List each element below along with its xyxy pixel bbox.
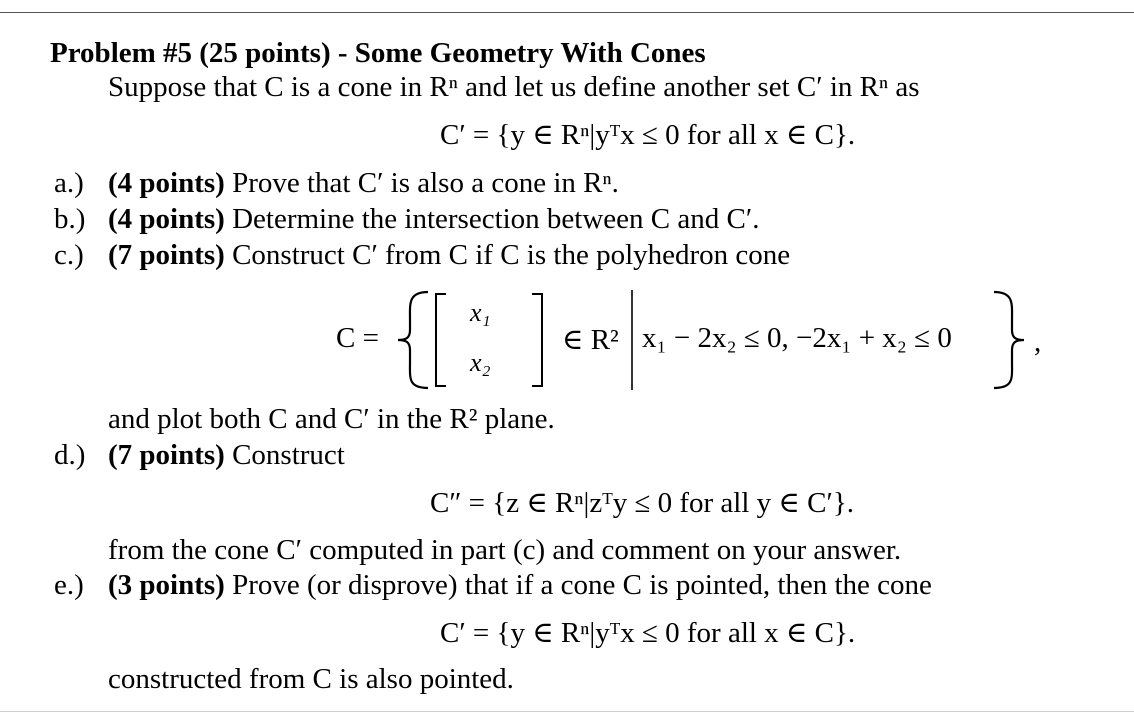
part-d-points: (7 points) [108, 439, 225, 471]
part-b-text: Determine the intersection between C and C′. [232, 203, 760, 235]
polyhedron-cone-equation [336, 284, 1056, 396]
part-e-text: Prove (or disprove) that if a cone C is pointed, then the cone [232, 569, 932, 601]
part-e-body [108, 568, 932, 602]
problem-title: Problem #5 (25 points) - Some Geometry With Cones [50, 37, 706, 69]
cone-lhs: C = [336, 322, 379, 354]
left-brace-icon [398, 292, 428, 388]
part-a-points: (4 points) [108, 167, 225, 199]
part-d-text: Construct [232, 439, 345, 471]
part-a-body [108, 166, 619, 200]
bottom-rule [0, 711, 1134, 712]
part-d-followup: from the cone C′ computed in part (c) and comment on your answer. [108, 534, 902, 566]
def-c-prime-equation: C′ = {y ∈ Rⁿ|yᵀx ≤ 0 for all x ∈ C}. [440, 119, 856, 151]
part-c-followup: and plot both C and C′ in the R² plane. [108, 403, 555, 435]
right-bracket-icon [532, 294, 542, 386]
vector-x2: x₂ [470, 348, 491, 377]
part-d-body [108, 438, 345, 472]
membership-r2: ∈ R² [562, 324, 619, 356]
part-a-label: a.) [54, 167, 84, 199]
part-c-text: Construct C′ from C if C is the polyhedron cone [232, 239, 791, 271]
right-brace-icon [994, 292, 1024, 388]
part-c-points: (7 points) [108, 239, 225, 271]
part-a-text: Prove that C′ is also a cone in Rⁿ. [232, 167, 619, 199]
left-bracket-icon [436, 294, 446, 386]
part-c-label: c.) [54, 239, 84, 271]
part-e-label: e.) [54, 569, 84, 601]
intro-line: Suppose that C is a cone in Rⁿ and let us define another set C′ in Rⁿ as [108, 71, 920, 103]
cone-constraints: x₁ − 2x₂ ≤ 0, −2x₁ + x₂ ≤ 0 [642, 322, 952, 354]
part-e-followup: constructed from C is also pointed. [108, 663, 514, 695]
part-e-points: (3 points) [108, 569, 225, 601]
part-e-equation: C′ = {y ∈ Rⁿ|yᵀx ≤ 0 for all x ∈ C}. [440, 617, 856, 649]
vector-x1: x₁ [470, 298, 491, 327]
part-b-points: (4 points) [108, 203, 225, 235]
part-d-label: d.) [54, 439, 86, 471]
equation-comma: , [1034, 326, 1042, 358]
def-c-double-prime-equation: C″ = {z ∈ Rⁿ|zᵀy ≤ 0 for all y ∈ C′}. [430, 487, 854, 519]
part-b-body [108, 202, 759, 236]
top-rule [0, 12, 1134, 13]
part-c-body [108, 238, 790, 272]
part-b-label: b.) [54, 203, 86, 235]
